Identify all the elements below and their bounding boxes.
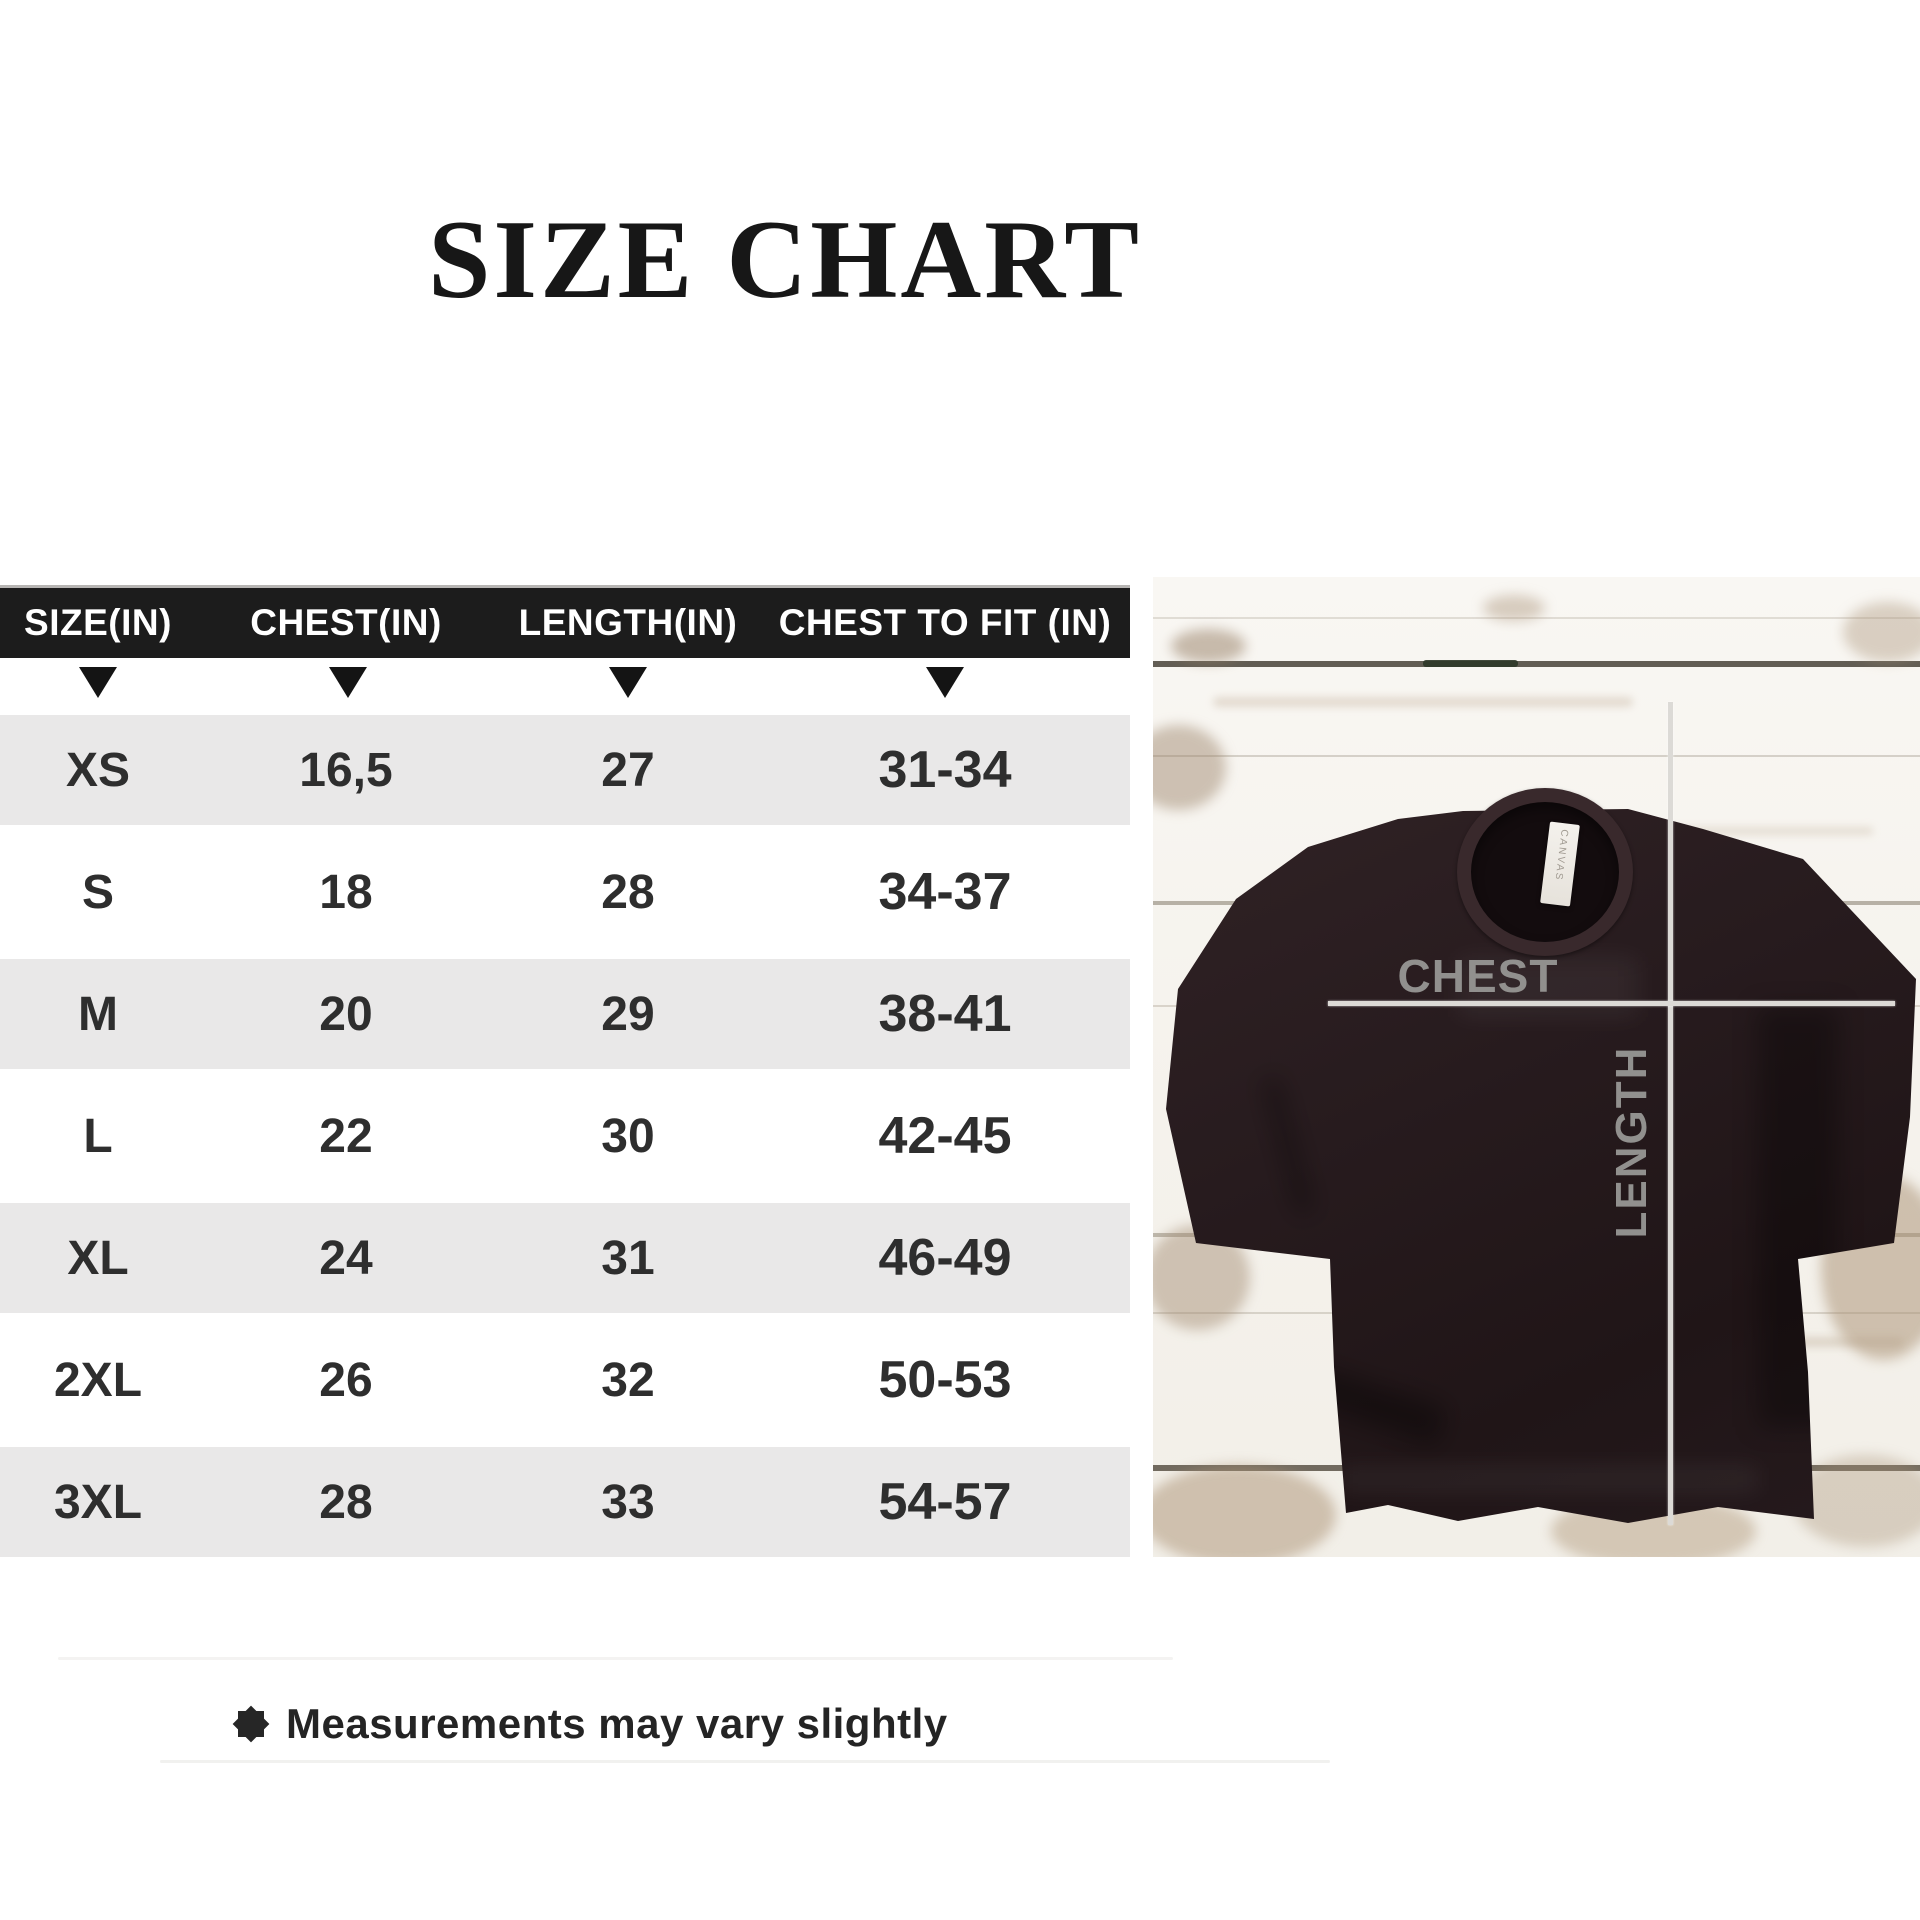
measurement-note: Measurements may vary slightly bbox=[286, 1700, 948, 1747]
plank-gap-dark-segment bbox=[1423, 660, 1518, 667]
fit-cell: 38-41 bbox=[878, 985, 1012, 1043]
length-cell: 29 bbox=[601, 987, 655, 1041]
table-row bbox=[0, 715, 1130, 825]
triangle-down-icon bbox=[329, 667, 367, 698]
table-row bbox=[0, 1325, 1130, 1435]
length-cell: 31 bbox=[601, 1231, 655, 1285]
wood-knot bbox=[1153, 725, 1226, 810]
size-cell: XL bbox=[67, 1231, 129, 1285]
tshirt-photo bbox=[1153, 577, 1920, 1557]
wood-grain-line bbox=[1153, 617, 1920, 619]
length-cell: 33 bbox=[601, 1475, 655, 1529]
page-title: SIZE CHART bbox=[428, 198, 1142, 322]
size-cell: L bbox=[83, 1109, 113, 1163]
fit-cell: 46-49 bbox=[878, 1229, 1012, 1287]
length-cell: 30 bbox=[601, 1109, 655, 1163]
table-row bbox=[0, 959, 1130, 1069]
wood-streak bbox=[1213, 697, 1633, 707]
chest-cell: 16,5 bbox=[299, 743, 393, 797]
wood-knot bbox=[1171, 629, 1246, 663]
triangle-down-icon bbox=[926, 667, 964, 698]
wood-grain-line bbox=[1153, 755, 1920, 757]
length-cell: 32 bbox=[601, 1353, 655, 1407]
chest-cell: 28 bbox=[319, 1475, 373, 1529]
eight-point-star-icon bbox=[232, 1705, 270, 1743]
size-cell: 2XL bbox=[53, 1353, 143, 1407]
fabric-highlight bbox=[1338, 1467, 1758, 1491]
table-row bbox=[0, 1447, 1130, 1557]
table-row bbox=[0, 837, 1130, 947]
table-row bbox=[0, 1081, 1130, 1191]
triangle-down-icon bbox=[609, 667, 647, 698]
length-label: LENGTH bbox=[1607, 1045, 1656, 1239]
size-cell: XS bbox=[65, 743, 131, 797]
header-length: LENGTH(IN) bbox=[518, 602, 738, 643]
length-measure-line bbox=[1668, 702, 1673, 1525]
fit-cell: 50-53 bbox=[878, 1351, 1012, 1409]
length-cell: 28 bbox=[601, 865, 655, 919]
chest-cell: 20 bbox=[319, 987, 373, 1041]
header-chest: CHEST(IN) bbox=[250, 602, 442, 643]
tag-brand-text: CANVAS bbox=[1552, 828, 1570, 882]
wood-knot bbox=[1153, 1465, 1336, 1557]
fabric-fold-shadow bbox=[1758, 1007, 1838, 1427]
chest-label: CHEST bbox=[1397, 950, 1559, 1002]
size-cell: 3XL bbox=[53, 1475, 143, 1529]
chest-cell: 18 bbox=[319, 865, 373, 919]
wood-knot bbox=[1483, 595, 1545, 621]
fit-cell: 54-57 bbox=[878, 1473, 1012, 1531]
chest-cell: 22 bbox=[319, 1109, 373, 1163]
table-row bbox=[0, 1203, 1130, 1313]
divider bbox=[160, 1760, 1330, 1763]
size-cell: S bbox=[81, 865, 114, 919]
wood-knot bbox=[1843, 602, 1920, 662]
table-header bbox=[0, 585, 1130, 658]
header-size: SIZE(IN) bbox=[24, 602, 172, 643]
header-chest-to-fit: CHEST TO FIT (IN) bbox=[778, 602, 1112, 643]
length-cell: 27 bbox=[601, 743, 655, 797]
triangle-down-icon bbox=[79, 667, 117, 698]
divider bbox=[58, 1657, 1173, 1660]
fit-cell: 34-37 bbox=[878, 863, 1012, 921]
chest-cell: 24 bbox=[319, 1231, 373, 1285]
size-cell: M bbox=[78, 987, 118, 1041]
fit-cell: 31-34 bbox=[878, 741, 1012, 799]
fabric-fold-shadow bbox=[1261, 1076, 1315, 1216]
fabric-fold-shadow bbox=[1188, 1328, 1448, 1446]
chest-cell: 26 bbox=[319, 1353, 373, 1407]
plank-gap bbox=[1153, 661, 1920, 667]
fit-cell: 42-45 bbox=[878, 1107, 1012, 1165]
